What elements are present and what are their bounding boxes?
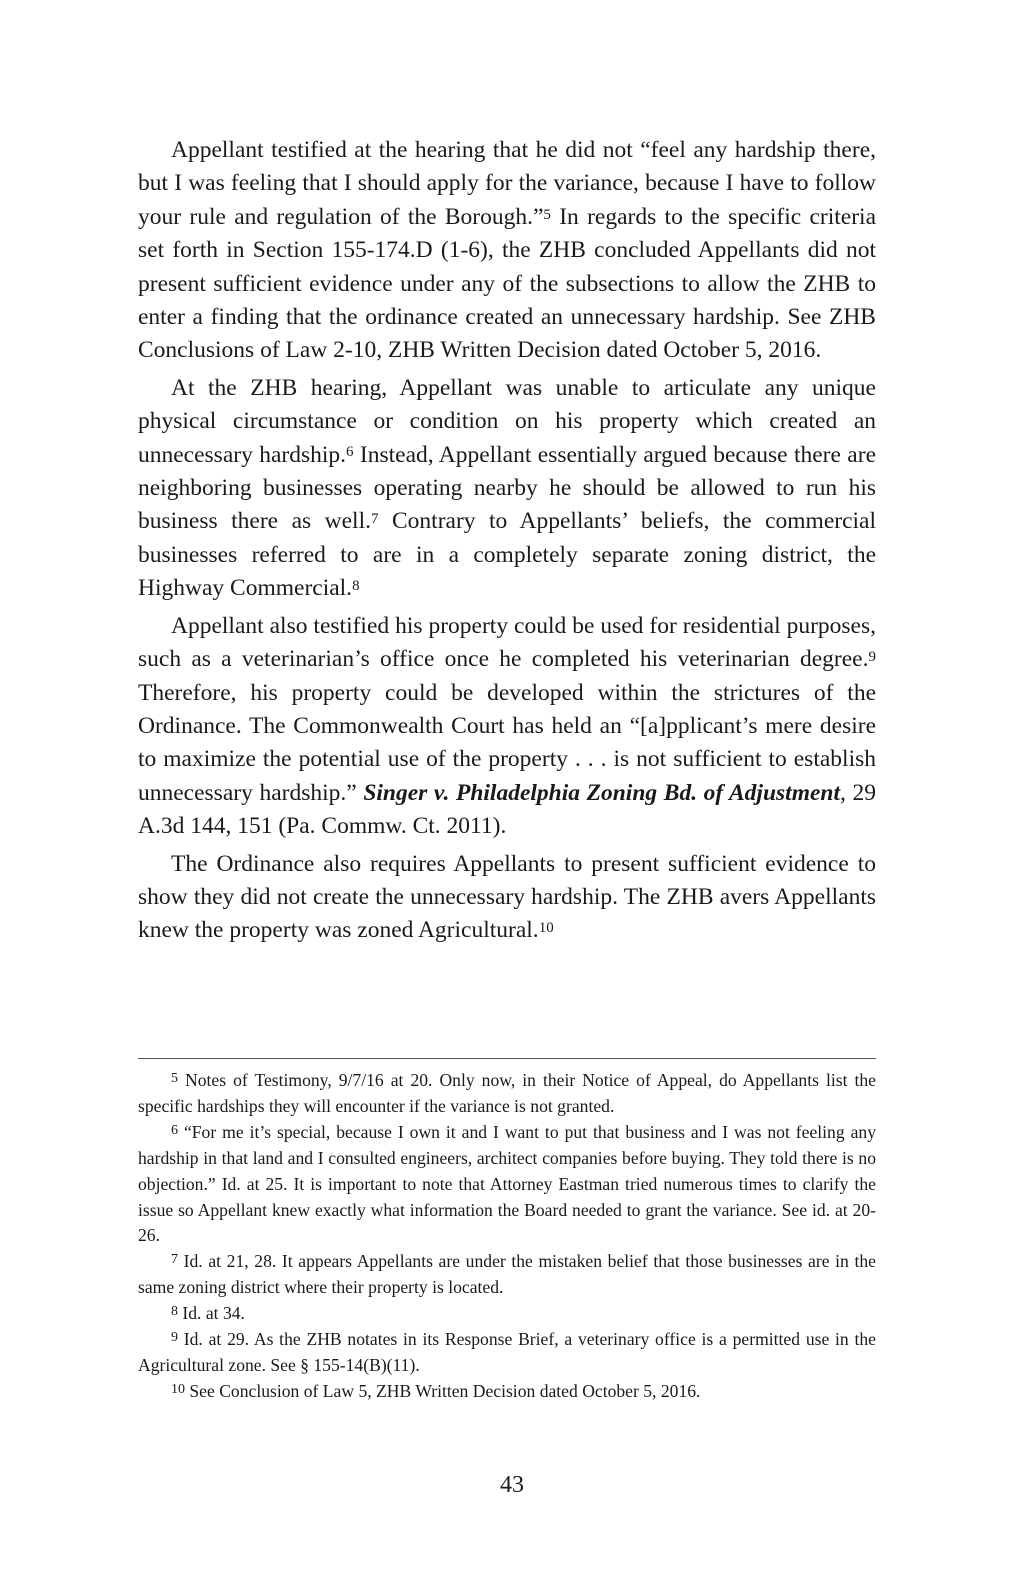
paragraph-3-text-a: Appellant also testified his property could be used for residential purposes, such as a veterinarian’s office once he completed his veterinarian degree.	[138, 612, 876, 673]
paragraph-1-text-before: Appellant testified at the hearing that he did not “feel any hardship there, but I was feeling that I should apply for the variance, because I have to follow your rule and regulation of the Borough.”	[138, 137, 876, 230]
footnote-number: 7	[171, 1252, 178, 1268]
paragraph-3	[138, 610, 876, 844]
paragraph-3-text-b: Therefore, his property could be developed within the strictures of the Ordinance. The Commonwealth Court has held an “[a]pplicant’s mere desire to maximize the potential use of the property . . . is not sufficient to establish unnecessary hardship.”	[138, 679, 876, 806]
footnote-text: Id. at 29. As the ZHB notates in its Response Brief, a veterinary office is a permitted use in the Agricultural zone. See § 155-14(B)(11).	[138, 1329, 876, 1375]
footnote-number: 9	[171, 1329, 178, 1345]
footnote-number: 10	[171, 1381, 185, 1397]
footnote-8	[138, 1301, 876, 1327]
paragraph-2	[138, 372, 876, 606]
footnote-ref-9[interactable]: 9	[868, 648, 876, 665]
case-name: Singer v. Philadelphia Zoning Bd. of Adjustment	[363, 779, 841, 806]
footnote-ref-8[interactable]: 8	[352, 578, 360, 595]
paragraph-1-text-after: In regards to the specific criteria set forth in Section 155-174.D (1-6), the ZHB concluded Appellants did not present sufficient evidence under any of the subsections to allow the ZHB to enter a finding that the ordinance created an unnecessary hardship. See ZHB Conclusions of Law 2-10, ZHB Written Decision dated October 5, 2016.	[138, 203, 877, 364]
footnote-text: Id. at 34.	[178, 1303, 245, 1324]
footnote-number: 6	[171, 1122, 178, 1138]
footnote-ref-6[interactable]: 6	[346, 444, 354, 461]
footnote-6	[138, 1120, 876, 1250]
footnote-10	[138, 1379, 876, 1405]
footnote-text: Id. at 21, 28. It appears Appellants are under the mistaken belief that those businesses are in the same zoning district where their property is located.	[138, 1251, 876, 1298]
page-number: 43	[500, 1472, 524, 1498]
footnote-ref-5[interactable]: 5	[543, 206, 551, 223]
case-citation: , 29 A.3d 144, 151 (Pa. Commw. Ct. 2011).	[138, 779, 877, 840]
footnote-number: 5	[171, 1070, 178, 1086]
paragraph-4-text-a: The Ordinance also requires Appellants to present sufficient evidence to show they did not create the unnecessary hardship. The ZHB avers Appellants knew the property was zoned Agricultural.	[138, 850, 876, 944]
footnote-7	[138, 1249, 876, 1301]
paragraph-2-text-c: Contrary to Appellants’ beliefs, the commercial businesses referred to are in a completely separate zoning district, the Highway Commercial.	[138, 508, 876, 602]
footnote-divider	[138, 1058, 876, 1059]
footnote-text: Notes of Testimony, 9/7/16 at 20. Only now, in their Notice of Appeal, do Appellants list the specific hardships they will encounter if the variance is not granted.	[138, 1070, 876, 1116]
footnote-5	[138, 1068, 876, 1120]
footnotes-section	[138, 1068, 876, 1405]
footnote-9	[138, 1327, 876, 1379]
paragraph-2-text-a: At the ZHB hearing, Appellant was unable to articulate any unique physical circumstance or condition on his property which created an unnecessary hardship.	[138, 374, 876, 468]
footnote-number: 8	[171, 1303, 178, 1319]
paragraph-4	[138, 848, 876, 948]
footnote-text: See Conclusion of Law 5, ZHB Written Decision dated October 5, 2016.	[185, 1380, 701, 1401]
paragraph-1	[138, 134, 876, 368]
footnote-ref-10[interactable]: 10	[538, 920, 554, 937]
paragraph-2-text-b: Instead, Appellant essentially argued because there are neighboring businesses operating nearby he should be allowed to run his business there as well.	[138, 441, 876, 535]
main-body-text	[138, 134, 876, 948]
footnote-ref-7[interactable]: 7	[371, 511, 379, 528]
footnote-text: “For me it’s special, because I own it and I want to put that business and I was not feeling any hardship in that land and I consulted engineers, architect companies before buying. They told there is no objection.” Id. at 25. It is important to note that Attorney Eastman tried numerous times to clarify the issue so Appellant knew exactly what information the Board needed to grant the variance. See id. at 20-26.	[138, 1121, 876, 1246]
